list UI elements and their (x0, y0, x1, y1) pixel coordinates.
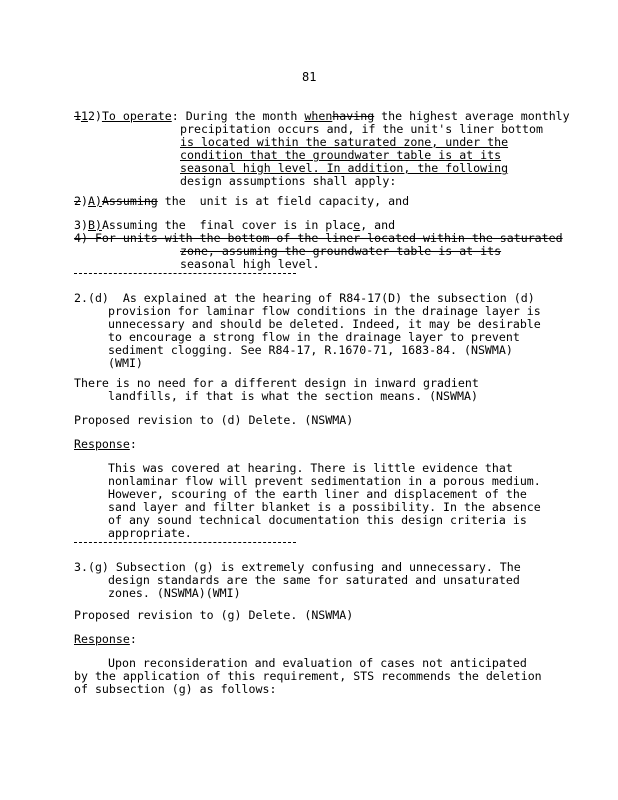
item-12-line-2: precipitation occurs and, if the unit's liner bottom (180, 122, 543, 136)
inserted-text: e (353, 218, 361, 232)
struck-text: Assuming (101, 194, 158, 208)
colon: : (129, 437, 137, 451)
struck-text: 1 (74, 109, 81, 123)
item-12-line-6: design assumptions shall apply: (180, 174, 397, 188)
page-number: 81 (302, 70, 317, 84)
proposed-revision-d: Proposed revision to (d) Delete. (NSWMA) (74, 413, 354, 427)
inserted-text: To operate (101, 109, 172, 123)
text-run: Assuming the final cover is in plac (101, 218, 354, 232)
response-heading-1 (74, 438, 137, 451)
separator-rule (74, 542, 296, 543)
response-heading-2 (74, 633, 137, 646)
response-1-line-1: This was covered at hearing. There is little evidence that (108, 461, 513, 475)
item-12-line-5: seasonal high level. In addition, the following (180, 161, 509, 175)
inserted-text: 1 (80, 109, 88, 123)
comment-2-line-1: 3.(g) Subsection (g) is extremely confusing and unnecessary. The (74, 560, 521, 574)
item-4-line-1: 4) For units with the bottom of the liner located within the saturated (74, 231, 563, 245)
inserted-text: A) (87, 194, 102, 208)
comment-1-line-2: provision for laminar flow conditions in the drainage layer is (108, 304, 541, 318)
comment-2-line-2: design standards are the same for saturated and unsaturated (108, 573, 520, 587)
text-run: ) (80, 194, 88, 208)
proposed-revision-g: Proposed revision to (g) Delete. (NSWMA) (74, 608, 354, 622)
response-1-line-6: appropriate. (108, 526, 192, 540)
struck-text: having (332, 109, 375, 123)
text-run: the highest average monthly (374, 109, 570, 123)
response-2-line-3: of subsection (g) as follows: (74, 682, 277, 696)
comment-1-line-3: unnecessary and should be deleted. Indeed, it may be desirable (108, 317, 541, 331)
response-2-line-1: Upon reconsideration and evaluation of cases not anticipated (108, 656, 527, 670)
note-1-line-1: There is no need for a different design in inward gradient (74, 376, 479, 390)
item-2 (74, 195, 409, 208)
comment-1-line-4: to encourage a strong flow in the drainage layer to prevent (108, 330, 520, 344)
comment-1-line-1: 2.(d) As explained at the hearing of R84-17(D) the subsection (d) (74, 291, 535, 305)
response-1-line-3: However, scouring of the earth liner and displacement of the (108, 487, 527, 501)
response-1-line-4: sand layer and filter blanket is a possibility. In the absence (108, 500, 541, 514)
response-1-line-5: of any sound technical documentation this design criteria is (108, 513, 527, 527)
response-label: Response (74, 437, 130, 451)
comment-1-line-6: (WMI) (108, 356, 143, 370)
text-run: 3) (74, 218, 88, 232)
colon: : (129, 632, 137, 646)
inserted-text: B) (87, 218, 102, 232)
item-number: 2) (87, 109, 102, 123)
comment-2-line-3: zones. (NSWMA)(WMI) (108, 586, 241, 600)
text-run: , and (360, 218, 396, 232)
text-run: : During the month (171, 109, 305, 123)
response-label: Response (74, 632, 130, 646)
item-12-line-3: is located within the saturated zone, under the (180, 135, 509, 149)
response-2-line-2: by the application of this requirement, STS recommends the deletion (74, 669, 542, 683)
note-1-line-2: landfills, if that is what the section means. (NSWMA) (108, 389, 478, 403)
comment-1-line-5: sediment clogging. See R84-17, R.1670-71, 1683-84. (NSWMA) (108, 343, 513, 357)
separator-rule (74, 273, 296, 274)
text-run: the unit is at field capacity, and (157, 194, 410, 208)
inserted-text: when (304, 109, 333, 123)
item-4-line-3: seasonal high level. (180, 257, 320, 271)
response-1-line-2: nonlaminar flow will prevent sedimentation in a porous medium. (108, 474, 541, 488)
item-4-line-2: zone, assuming the groundwater table is at its (180, 244, 502, 258)
item-12-line-4: condition that the groundwater table is at its (180, 148, 502, 162)
struck-text: 2 (74, 194, 81, 208)
